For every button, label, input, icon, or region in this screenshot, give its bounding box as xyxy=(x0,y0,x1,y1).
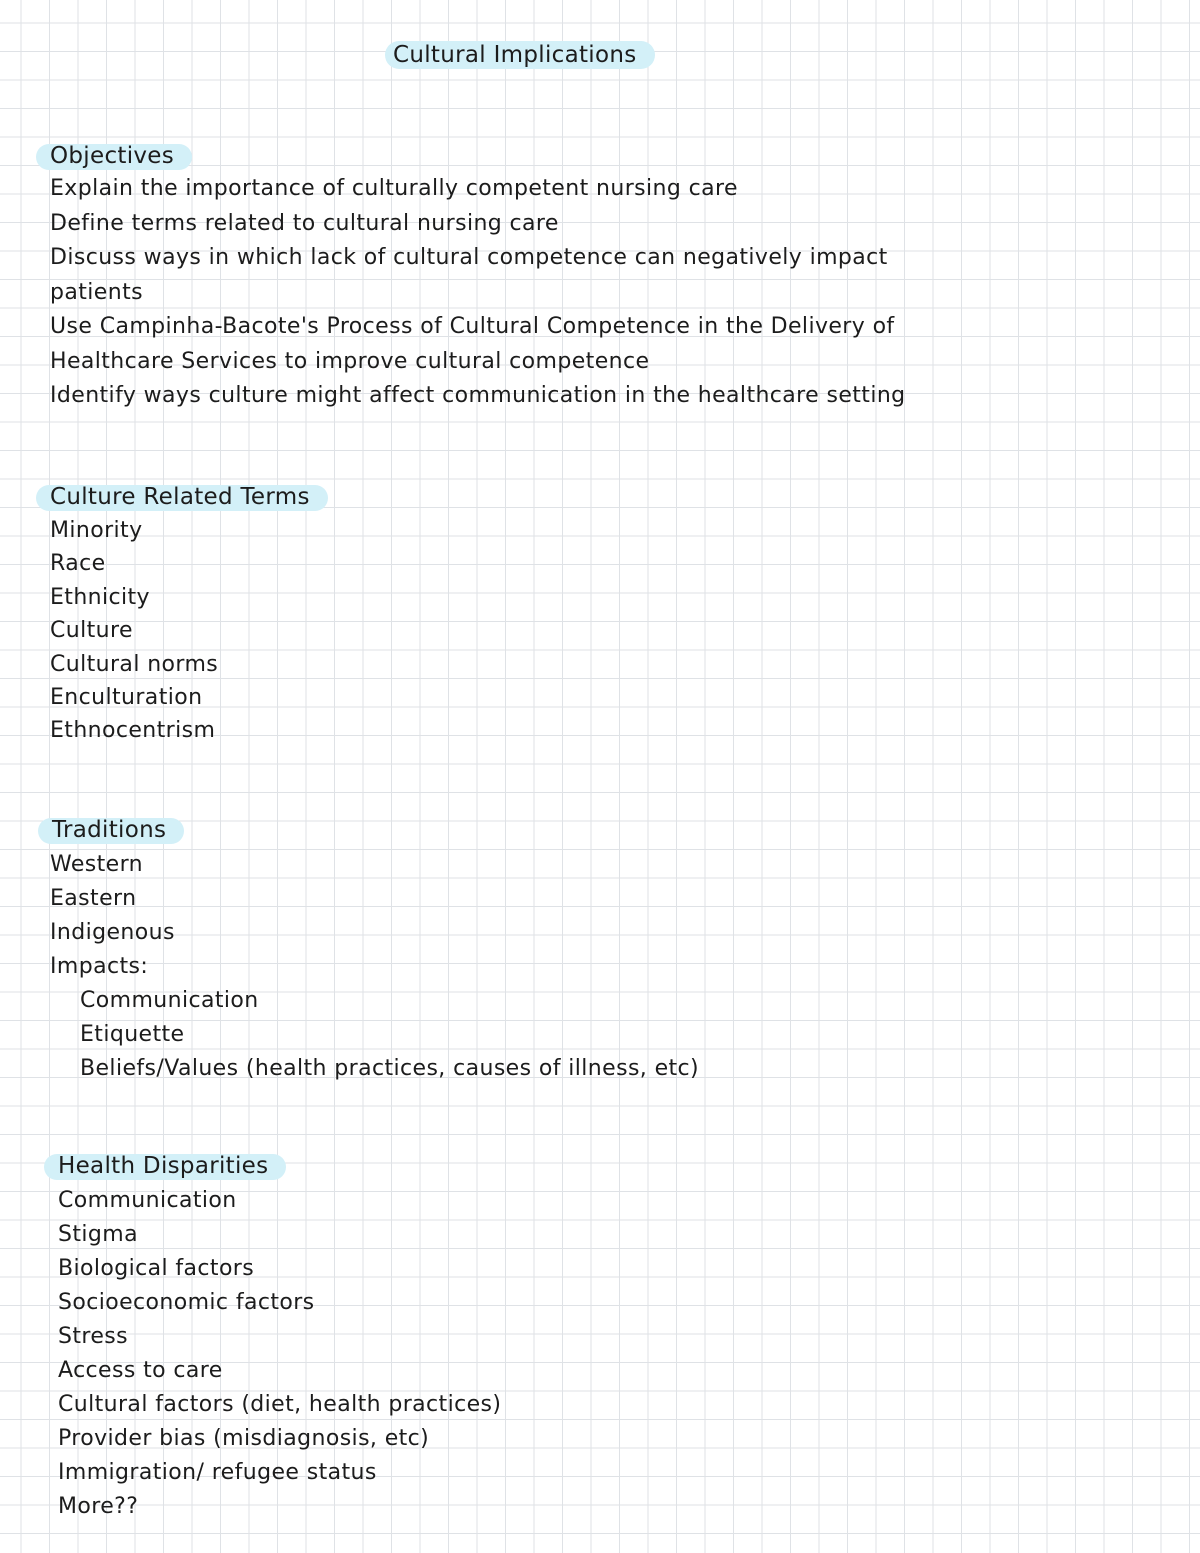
list-item: Provider bias (misdiagnosis, etc) xyxy=(58,1426,430,1451)
list-item: Healthcare Services to improve cultural competence xyxy=(50,348,650,374)
list-item: Immigration/ refugee status xyxy=(58,1460,377,1485)
list-item: Ethnocentrism xyxy=(50,718,216,744)
list-item: Define terms related to cultural nursing care xyxy=(50,210,559,236)
list-item: Enculturation xyxy=(50,685,203,711)
list-item: Stress xyxy=(58,1324,129,1349)
list-item: Explain the importance of culturally competent nursing care xyxy=(50,176,738,201)
list-item: Access to care xyxy=(58,1358,223,1383)
list-item: Cultural factors (diet, health practices) xyxy=(58,1392,502,1417)
page-title: Cultural Implications xyxy=(393,42,637,68)
sub-list-item: Communication xyxy=(80,988,259,1013)
traditions-heading: Traditions xyxy=(52,817,167,843)
list-item: Stigma xyxy=(58,1222,138,1247)
objectives-heading: Objectives xyxy=(50,143,175,169)
list-item: Biological factors xyxy=(58,1256,255,1281)
list-item: Use Campinha-Bacote's Process of Cultural Competence in the Delivery of xyxy=(50,314,895,339)
list-item: Identify ways culture might affect communication in the healthcare setting xyxy=(50,383,906,408)
list-item: Ethnicity xyxy=(50,584,150,610)
objectives-list xyxy=(50,172,906,414)
list-item: Western xyxy=(50,852,144,877)
list-item: patients xyxy=(50,279,143,305)
list-item: Race xyxy=(50,551,106,577)
list-item: Impacts: xyxy=(50,954,149,979)
list-item: Cultural norms xyxy=(50,651,219,677)
list-item: Eastern xyxy=(50,886,137,911)
list-item: Culture xyxy=(50,618,133,644)
sub-list-item: Etiquette xyxy=(80,1022,185,1047)
list-item: More?? xyxy=(58,1494,139,1519)
disparities-heading: Health Disparities xyxy=(58,1153,269,1179)
terms-heading: Culture Related Terms xyxy=(50,484,310,510)
sub-list-item: Beliefs/Values (health practices, causes of illness, etc) xyxy=(80,1056,700,1081)
list-item: Minority xyxy=(50,518,143,543)
traditions-list xyxy=(50,848,699,1086)
list-item: Indigenous xyxy=(50,920,175,945)
list-item: Communication xyxy=(58,1188,237,1213)
disparities-list xyxy=(58,1184,501,1524)
list-item: Discuss ways in which lack of cultural competence can negatively impact xyxy=(50,245,888,270)
list-item: Socioeconomic factors xyxy=(58,1290,315,1315)
terms-list xyxy=(50,514,218,748)
